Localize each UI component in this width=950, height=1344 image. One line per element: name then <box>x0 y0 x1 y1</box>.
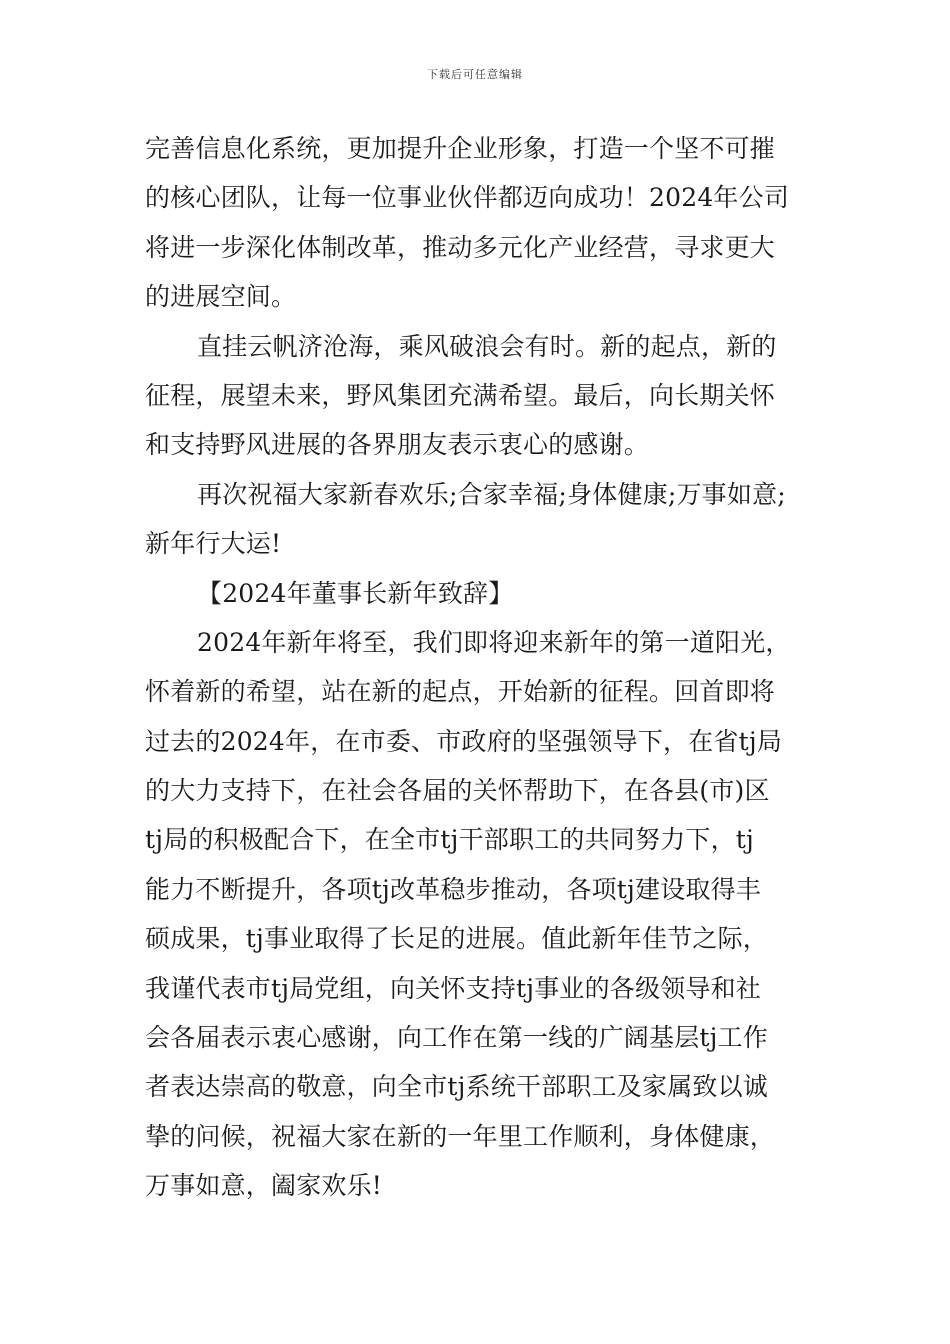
text-line: 征程，展望未来，野风集团充满希望。最后，向长期关怀 <box>145 380 776 410</box>
text-line: 的进展空间。 <box>145 282 297 312</box>
section-heading: 【2024年董事长新年致辞】 <box>197 578 514 608</box>
text-line: tj局的积极配合下，在全市tj干部职工的共同努力下，tj <box>145 825 754 855</box>
text-line: 者表达崇高的敬意，向全市tj系统干部职工及家属致以诚 <box>145 1072 768 1102</box>
text-line: 万事如意，阖家欢乐! <box>145 1171 383 1201</box>
text-line: 的核心团队，让每一位事业伙伴都迈向成功！2024年公司 <box>145 183 790 213</box>
text-line: 的大力支持下，在社会各届的关怀帮助下，在各县(市)区 <box>145 776 770 806</box>
paragraph-start-line: 2024年新年将至，我们即将迎来新年的第一道阳光， <box>197 627 791 657</box>
paragraph-start-line: 再次祝福大家新春欢乐;合家幸福;身体健康;万事如意; <box>197 479 786 509</box>
text-line: 怀着新的希望，站在新的起点，开始新的征程。回首即将 <box>145 677 776 707</box>
text-line: 硕成果，tj事业取得了长足的进展。值此新年佳节之际， <box>145 924 768 954</box>
header-note: 下载后可任意编辑 <box>427 68 523 81</box>
text-line: 将进一步深化体制改革，推动多元化产业经营，寻求更大 <box>145 232 776 262</box>
text-line: 挚的问候，祝福大家在新的一年里工作顺利，身体健康， <box>145 1121 776 1151</box>
document-body <box>145 124 810 1211</box>
text-line: 新年行大运! <box>145 529 282 559</box>
paragraph-start-line: 直挂云帆济沧海，乘风破浪会有时。新的起点，新的 <box>197 331 777 361</box>
text-line: 完善信息化系统，更加提升企业形象，打造一个坚不可摧 <box>145 134 776 163</box>
text-line: 和支持野风进展的各界朋友表示衷心的感谢。 <box>145 430 650 460</box>
text-line: 过去的2024年，在市委、市政府的坚强领导下，在省tj局 <box>145 726 783 756</box>
text-line: 我谨代表市tj局党组，向关怀支持tj事业的各级领导和社 <box>145 973 761 1003</box>
text-line: 能力不断提升，各项tj改革稳步推动，各项tj建设取得丰 <box>145 874 761 904</box>
text-line: 会各届表示衷心感谢，向工作在第一线的广阔基层tj工作 <box>145 1023 768 1053</box>
